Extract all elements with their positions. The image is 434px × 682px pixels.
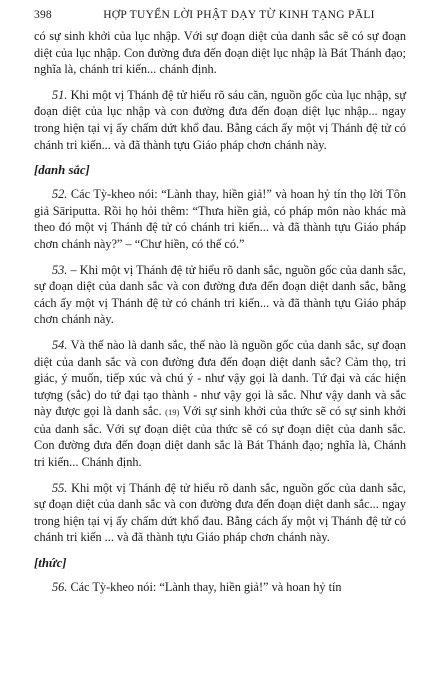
continuation-paragraph [34,28,406,78]
paragraph-text: – Khi một vị Thánh đệ tử hiểu rõ danh sắc, nguồn gốc của danh sắc, sự đoạn diệt của danh sắc và con đường đưa đến đoạn diệt danh sắc, bằng cách ấy một vị Thánh đệ tử có chánh tri kiến... và đã thành tựu Giáo pháp chơn chánh này. [34,262,406,327]
paragraph-number: 56. [52,580,68,595]
paragraph-text: Các Tỳ-kheo nói: “Lành thay, hiền giả!” và hoan hỷ tín thọ lời Tôn giả Sāriputta. Rồi họ hỏi thêm: “Thưa hiền giả, có pháp môn nào khác mà theo đó một vị Thánh đệ tử có chánh tri kiến... và đã thành tựu Giáo pháp chơn chánh này?” – “Chư hiền, có thể có.” [34,187,406,251]
paragraph-52 [34,186,406,252]
paragraph-number: 51. [52,87,68,102]
page-number: 398 [34,9,52,21]
paragraph-text: Và thế nào là danh sắc, thế nào là nguồn gốc của danh sắc, sự đoạn diệt của danh sắc và con đường đưa đến đoạn diệt danh sắc? Cảm thọ, tri giác, ý muốn, tiếp xúc và chú ý - như vậy gọi là danh. Tứ đại và các hiện tượng (sắc) do tứ đại tạo thành - như vậy gọi là sắc. Như vậy danh và sắc này được gọi là danh sắc. [34,337,406,419]
running-title: HỢP TUYỂN LỜI PHẬT DẠY TỪ KINH TẠNG PĀLI [103,9,375,21]
page-header [34,8,406,28]
paragraph-text: Các Tỳ-kheo nói: “Lành thay, hiền giả!” và hoan hỷ tín [70,580,342,595]
paragraph-text: Với sự sinh khởi của thức sẽ có sự sinh khởi của danh sắc. Với sự đoạn diệt của thức sẽ có sự đoạn diệt của danh sắc. Con đường đưa đến đoạn diệt danh sắc là Bát Thánh đạo; nghĩa là, Chánh tri kiến... Chánh định. [34,404,406,470]
paragraph-53 [34,262,406,328]
paragraph-56 [34,579,406,596]
section-heading-danh-sac: [danh sắc] [34,163,90,178]
paragraph-51 [34,87,406,153]
section-heading-thuc: [thức] [34,556,67,571]
paragraph-number: 53. [52,262,68,277]
paragraph-54 [34,337,406,471]
paragraph-number: 54. [52,337,68,352]
paragraph-text: Khi một vị Thánh đệ tử hiểu rõ danh sắc, nguồn gốc của danh sắc, sự đoạn diệt của danh sắc và con đường đưa đến đoạn diệt danh sắc... ngay trong hiện tại vị ấy chấm dứt khổ đau. Bằng cách ấy một vị Thánh đệ tử có chánh tri kiến ... và đã thành tựu Giáo pháp chơn chánh này. [34,480,406,545]
page-body [34,28,406,596]
paragraph-55 [34,480,406,546]
paragraph-text: có sự sinh khởi của lục nhập. Với sự đoạn diệt của danh sắc sẽ có sự đoạn diệt của lục nhập. Con đường đưa đến đoạn diệt lục nhập là Bát Thánh đạo; nghĩa là, chánh tri kiến... chánh định. [34,29,406,77]
note-marker: (19) [165,407,180,418]
book-page [34,8,406,605]
paragraph-text: Khi một vị Thánh đệ tử hiểu rõ sáu căn, nguồn gốc của lục nhập, sự đoạn diệt của lục nhập và con đường đưa đến đoạn diệt lục nhập... ngay trong hiện tại vị ấy chấm dứt khổ đau. Bằng cách ấy một vị Thánh đệ tử có chánh tri kiến... và đã thành tựu Giáo pháp chơn chánh này. [34,87,406,152]
paragraph-number: 55. [52,480,68,495]
paragraph-number: 52. [52,187,68,202]
